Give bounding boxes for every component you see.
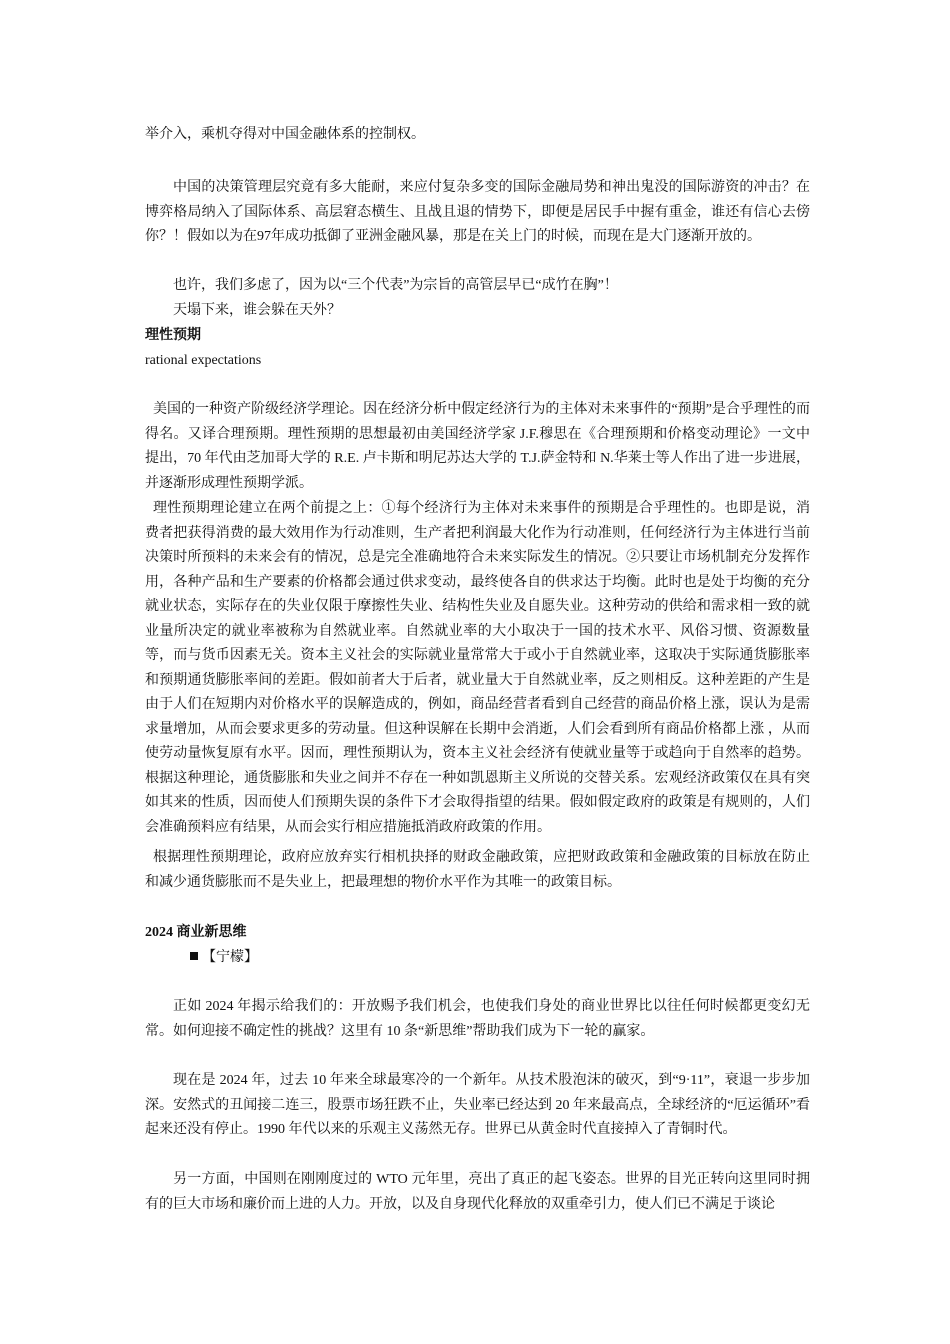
paragraph-three-represents: 也许，我们多虑了，因为以“三个代表”为宗旨的高管层早已“成竹在胸”！ [173, 278, 618, 293]
heading-rational-expectations-english: rational expectations [145, 353, 262, 368]
paragraph-policy-conclusion: 根据理性预期理论，政府应放弃实行相机抉择的财政金融政策，应把财政政策和金融政策的目标放在防止和减少通货膨胀而不是失业上，把最理想的物价水平作为其唯一的政策目标。 [145, 850, 810, 890]
paragraph-financial-control: 举介入，乘机夺得对中国金融体系的控制权。 [145, 127, 425, 142]
paragraph-decision-makers: 中国的决策管理层究竟有多大能耐，来应付复杂多变的国际金融局势和神出鬼没的国际游资的冲击？在博弈格局纳入了国际体系、高层窘态横生、且战且退的情势下，即便是居民手中握有重金，谁还有信心去傍你？！假如以为在97年成功抵御了亚洲金融风暴，那是在关上门的时候，而现在是大门逐渐开放的。 [145, 180, 810, 244]
paragraph-sky-falls: 天塌下来，谁会躲在天外？ [173, 303, 341, 318]
heading-business-thinking: 2024 商业新思维 [145, 925, 247, 940]
heading-rational-expectations: 理性预期 [145, 328, 201, 343]
paragraph-cold-new-year: 现在是 2024 年，过去 10 年来全球最寒冷的一个新年。从技术股泡沫的破灭，到“9·11”，衰退一步步加深。安然式的丑闻接二连三，股票市场狂跌不止，失业率已经达到 20 年来最高点，全球经济的“厄运循环”看起来还没有停止。1990 年代以来的乐观主义荡然无存。世界已从黄金时代直接掉入了青铜时代。 [145, 1073, 810, 1137]
paragraph-china-takeoff: 另一方面，中国则在刚刚度过的 WTO 元年里，亮出了真正的起飞姿态。世界的目光正转向这里同时拥有的巨大市场和廉价而上进的人力。开放，以及自身现代化释放的双重牵引力，使人们已不满足于谈论 [145, 1172, 810, 1212]
author-name: 【宁檬】 [202, 950, 258, 965]
author-line [190, 946, 258, 970]
paragraph-theory-definition: 美国的一种资产阶级经济学理论。因在经济分析中假定经济行为的主体对未来事件的“预期”是合乎理性的而得名。又译合理预期。理性预期的思想最初由美国经济学家 J.F.穆思在《合理预期和价格变动理论》一文中提出，70 年代由芝加哥大学的 R.E. 卢卡斯和明尼苏达大学的 T.J.萨金特和 N.华莱士等人作出了进一步进展，并逐渐形成理性预期学派。 [145, 402, 810, 491]
paragraph-theory-premises: 理性预期理论建立在两个前提之上：①每个经济行为主体对未来事件的预期是合乎理性的。也即是说，消费者把获得消费的最大效用作为行动准则，生产者把利润最大化作为行动准则，任何经济行为主体进行当前决策时所预料的未来会有的情况，总是完全准确地符合未来实际发生的情况。②只要让市场机制充分发挥作用，各种产品和生产要素的价格都会通过供求变动，最终使各自的供求达于均衡。此时也是处于均衡的充分就业状态，实际存在的失业仅限于摩擦性失业、结构性失业及自愿失业。这种劳动的供给和需求相一致的就业量所决定的就业率被称为自然就业率。自然就业率的大小取决于一国的技术水平、风俗习惯、资源数量等，而与货币因素无关。资本主义社会的实际就业量常常大于或小于自然就业率，这取决于实际通货膨胀率和预期通货膨胀率间的差距。假如前者大于后者，就业量大于自然就业率，反之则相反。这种差距的产生是由于人们在短期内对价格水平的误解造成的，例如，商品经营者看到自己经营的商品价格上涨，误认为是需求量增加，从而会要求更多的劳动量。但这种误解在长期中会消逝，人们会看到所有商品价格都上涨 ，从而使劳动量恢复原有水平。因而，理性预期认为，资本主义社会经济有使就业量等于或趋向于自然率的趋势。根据这种理论，通货膨胀和失业之间并不存在一种如凯恩斯主义所说的交替关系。宏观经济政策仅在具有突如其来的性质，因而使人们预期失误的条件下才会取得指望的结果。假如假定政府的政策是有规则的，人们会准确预料应有结果，从而会实行相应措施抵消政府政策的作用。 [145, 501, 810, 835]
square-bullet-icon [190, 952, 198, 960]
paragraph-uncertainty: 正如 2024 年揭示给我们的：开放赐予我们机会，也使我们身处的商业世界比以往任何时候都更变幻无常。如何迎接不确定性的挑战？这里有 10 条“新思维”帮助我们成为下一轮的赢家。 [145, 999, 810, 1039]
